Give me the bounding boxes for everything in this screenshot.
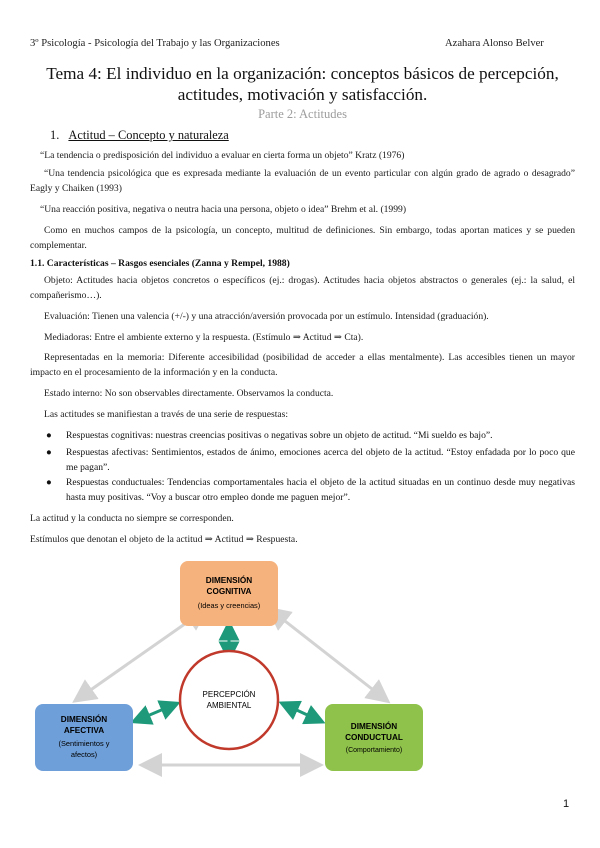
conductual-title-line1: DIMENSIÓN	[350, 722, 398, 731]
characteristic-memory: Representadas en la memoria: Diferente accesibilidad (posibilidad de acceder a ellas mentalmente). Las accesibles tienen un mayor impacto en el procesamiento de la información y en la conducta.	[30, 352, 575, 378]
perception-circle	[180, 651, 278, 749]
perception-label-line1: PERCEPCIÓN	[202, 690, 256, 699]
characteristic-mediators: Mediadoras: Entre el ambiente externo y la respuesta. (Estímulo ⇒ Actitud ⇒ Cta).	[44, 332, 364, 343]
affective-title-line1: DIMENSIÓN	[60, 715, 108, 724]
perception-label-line2: AMBIENTAL	[206, 701, 252, 710]
bullet-icon: ●	[46, 430, 52, 441]
header-course: 3º Psicología - Psicología del Trabajo y las Organizaciones	[30, 38, 280, 49]
conductual-title-line2: CONDUCTUAL	[345, 733, 403, 742]
section-number: 1.	[50, 128, 60, 142]
section-label: Actitud – Concepto y naturaleza	[68, 128, 229, 142]
response-affective: Respuestas afectivas: Sentimientos, estados de ánimo, emociones acerca del objeto de la actitud. “Estoy enfadada por lo poco que me pagan”.	[66, 447, 575, 473]
conductual-detail: (Comportamiento)	[345, 747, 403, 754]
link-cognitive-conductual	[276, 614, 381, 696]
arrow-perception-conductual	[288, 706, 316, 719]
arrow-perception-affective	[140, 706, 171, 719]
closing-line-2: Estímulos que denotan el objeto de la actitud ⇒ Actitud ⇒ Respuesta.	[30, 534, 298, 545]
cognitive-title-line2: COGNITIVA	[206, 587, 252, 596]
bullet-icon: ●	[46, 477, 52, 488]
subsection-heading: 1.1. Características – Rasgos esenciales (Zanna y Rempel, 1988)	[30, 258, 290, 269]
response-conductual: Respuestas conductuales: Tendencias comportamentales hacia el objeto de la actitud situadas en un continuo desde muy negativas hasta muy positivas. “Voy a buscar otro empleo donde me paguen mejor”.	[66, 477, 575, 503]
affective-detail-line2: afectos)	[70, 750, 98, 759]
page-number: 1	[563, 798, 570, 810]
response-cognitive: Respuestas cognitivas: nuestras creencias positivas o negativas sobre un objeto de actitud. “Mi sueldo es bajo”.	[66, 430, 493, 441]
characteristic-evaluation: Evaluación: Tienen una valencia (+/-) y una atracción/aversión provocada por un estímulo. Intensidad (graduación).	[44, 311, 489, 322]
quote-eagly-chaiken: “Una tendencia psicológica que es expresada mediante la evaluación de un evento particular con algún grado de agrado o desagrado” Eagly y Chaiken (1993)	[30, 168, 575, 194]
page-title: Tema 4: El individuo en la organización: conceptos básicos de percepción, actitudes, motivación y satisfacción.	[46, 64, 559, 104]
cognitive-title-line1: DIMENSIÓN	[205, 576, 253, 585]
cognitive-detail: (Ideas y creencias)	[197, 601, 261, 610]
page-subtitle: Parte 2: Actitudes	[258, 107, 347, 121]
responses-intro: Las actitudes se manifiestan a través de una serie de respuestas:	[44, 409, 289, 420]
intro-paragraph: Como en muchos campos de la psicología, un concepto, multitud de definiciones. Sin embargo, todas aportan matices y se pueden complementar.	[30, 225, 575, 251]
affective-detail-line1: (Sentimientos y	[58, 739, 110, 748]
header-author: Azahara Alonso Belver	[445, 38, 544, 49]
characteristic-internal-state: Estado interno: No son observables directamente. Observamos la conducta.	[44, 388, 334, 399]
link-cognitive-affective	[82, 614, 199, 696]
affective-title-line2: AFECTIVA	[63, 726, 105, 735]
closing-line-1: La actitud y la conducta no siempre se corresponden.	[30, 513, 234, 524]
quote-kratz: “La tendencia o predisposición del individuo a evaluar en cierta forma un objeto” Kratz (1976)	[40, 150, 405, 161]
characteristic-object: Objeto: Actitudes hacia objetos concretos o específicos (ej.: drogas). Actitudes hacia objetos abstractos o generales (ej.: la salud, el compañerismo…).	[30, 275, 575, 301]
bullet-icon: ●	[46, 447, 52, 458]
quote-brehm: “Una reacción positiva, negativa o neutra hacia una persona, objeto o idea” Brehm et al. (1999)	[40, 204, 407, 215]
